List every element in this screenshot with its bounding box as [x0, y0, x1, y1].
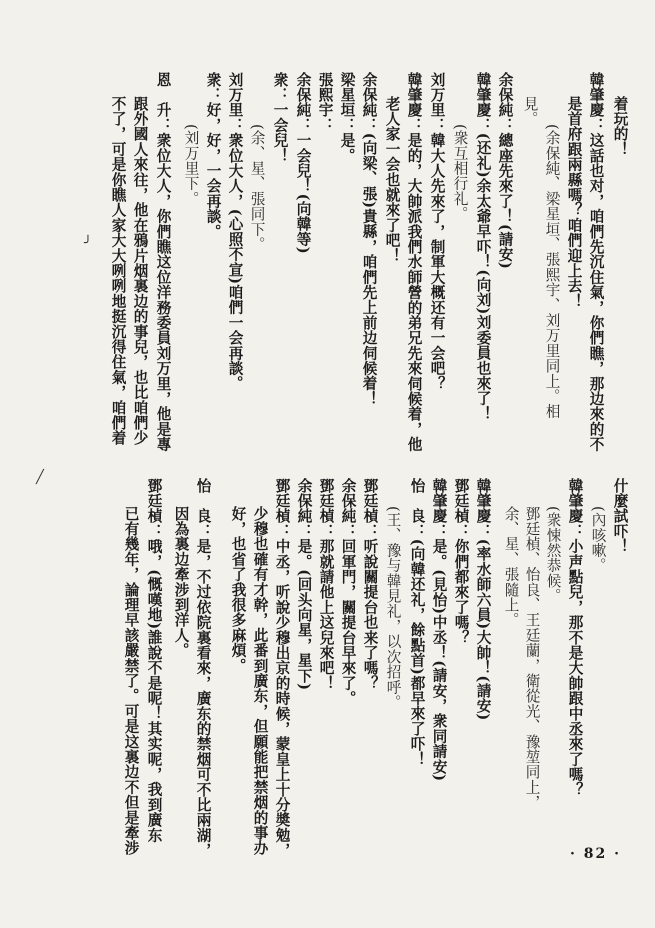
- text-column: 少穆也確有才幹，此番到廣东，但願能把禁烟的事办: [251, 506, 269, 856]
- text-column: 余保純：回軍門，關提台早來了。: [339, 478, 357, 706]
- text-column: 怡 良：(向韓还礼，餘點首)都早來了吓！: [408, 478, 426, 767]
- text-column: 余保純：(向梁、張)貴縣，咱們先上前边伺候着！: [360, 72, 378, 407]
- text-column: 韓肇慶：(率水師六員)大帥！(請安): [474, 478, 492, 721]
- text-column: 不了，可是你瞧人家大大咧咧地挺沉得住氣，咱們着: [109, 96, 127, 446]
- ink-mark: ╱: [36, 470, 44, 485]
- text-column: 余保純：是。(回头向星，星下): [295, 478, 313, 691]
- text-column: 韓肇慶：这話也对，咱們先沉住氣，你們瞧，那边來的不: [587, 72, 605, 452]
- text-column: 什麼試吓！: [611, 478, 629, 554]
- text-column: 鄧廷楨：听說關提台也来了嗎？: [361, 478, 379, 691]
- text-column: 鄧廷楨：哦，(慨嘆地)誰說不是呢！其实呢，我到廣东: [145, 478, 163, 843]
- text-column: 張熙宇：: [316, 72, 334, 133]
- ink-mark: ╯: [84, 236, 92, 251]
- text-column: 余保純：一会兒！(向韓等): [294, 72, 312, 255]
- text-column: 余、星、張隨上。: [502, 506, 520, 628]
- text-column: 刘万里：衆位大人，(心照不宣)咱們一会再談。: [226, 72, 244, 392]
- text-column: 余保純：總座先來了！(請安): [496, 72, 514, 270]
- text-column: 鄧廷楨：中丞，听說少穆出京的時候，蒙皇上十分奬勉，: [273, 478, 291, 858]
- text-column: (余保純、梁星垣、張熙宇、刘万里同上。相: [543, 124, 561, 420]
- text-column: 刘万里：韓大人先來了，制軍大概还有一会吧？: [428, 72, 446, 392]
- text-column: 好，也省了我很多麻煩。: [229, 506, 247, 674]
- text-column: 恩 升：衆位大人，你們瞧这位洋務委員刘万里，他是專: [154, 72, 172, 452]
- text-column: (內咳嗽。: [589, 506, 607, 574]
- text-column: (刘万里下。: [182, 124, 200, 207]
- text-column: 已有幾年，論理早該嚴禁了。可是这裏边不但是牽涉: [122, 506, 140, 856]
- text-column: 是首府跟兩縣嗎？咱們迎上去！: [565, 96, 583, 309]
- text-column: 因為裏边牽涉到洋人。: [172, 506, 190, 658]
- text-column: 韓肇慶：(还礼)余太爺早吓！(向刘)刘委員也來了！: [474, 72, 492, 422]
- text-column: (王、豫与韓見礼，以次招呼。: [384, 506, 402, 710]
- text-column: 跟外國人來往，他在鴉片烟裏边的事兒，也比咱們少: [131, 96, 149, 446]
- text-column: 鄧廷楨：你們都來了嗎？: [452, 478, 470, 646]
- text-column: 韓肇慶：是的，大帥派我們水師營的弟兄先來伺候着，他: [405, 72, 423, 452]
- text-column: 怡 良：是，不过依院裏看來，廣东的禁烟可不比兩湖，: [194, 478, 212, 858]
- text-column: (余、星、張同下。: [248, 124, 266, 252]
- text-column: 韓肇慶：是。(見怡)中丞！(請安，衆同請安): [430, 478, 448, 782]
- text-column: 衆：一会兒！: [271, 72, 289, 164]
- text-column: 鄧廷楨、怡良、王廷蘭，衛從光、豫堃同上，: [523, 506, 541, 810]
- text-column: 見。: [521, 96, 539, 127]
- text-column: 韓肇慶：小声點兒，那不是大帥跟中丞來了嗎？: [566, 478, 584, 798]
- text-column: 鄧廷楨：那就請他上这兒來吧！: [317, 478, 335, 691]
- text-column: 梁星垣：是。: [338, 72, 356, 164]
- text-column: (衆互相行礼。: [451, 124, 469, 222]
- text-column: (衆悚然恭候。: [544, 506, 562, 604]
- text-column: 着玩的！: [611, 96, 629, 157]
- text-column: 老人家一会也就來了吧！: [383, 96, 401, 264]
- text-column: 衆：好，好，一会再談。: [204, 72, 222, 240]
- page-number: · 82 ·: [570, 846, 621, 862]
